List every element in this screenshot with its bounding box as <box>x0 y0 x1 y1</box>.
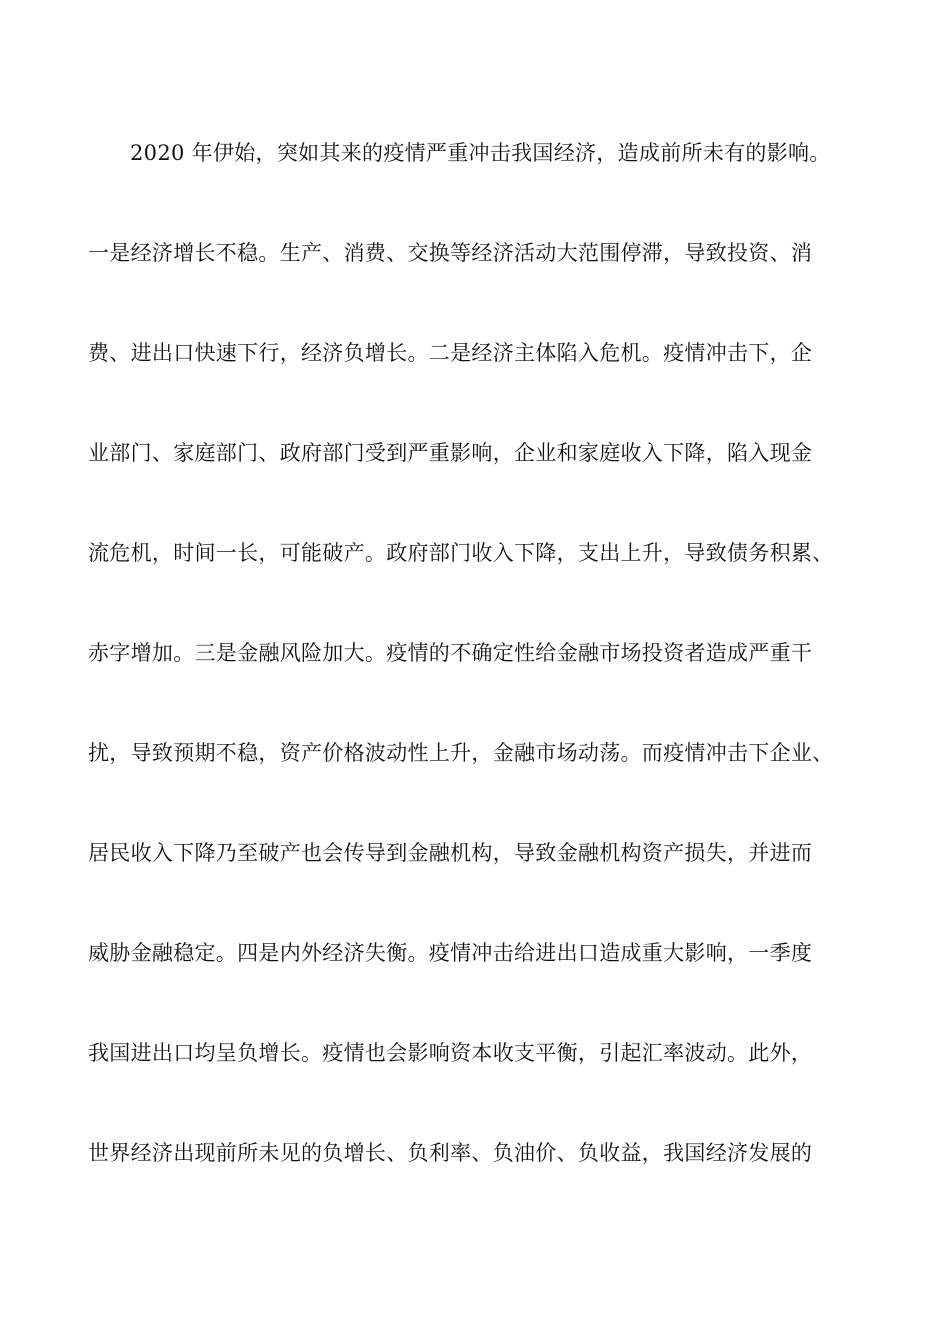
text-line: 2020 年伊始，突如其来的疫情严重冲击我国经济，造成前所未有的影响。 <box>130 141 831 165</box>
text-line: 世界经济出现前所未见的负增长、负利率、负油价、负收益，我国经济发展的 <box>88 1141 813 1165</box>
text-line: 威胁金融稳定。四是内外经济失衡。疫情冲击给进出口造成重大影响，一季度 <box>88 941 813 965</box>
text-line: 业部门、家庭部门、政府部门受到严重影响，企业和家庭收入下降，陷入现金 <box>88 441 813 465</box>
text-line: 一是经济增长不稳。生产、消费、交换等经济活动大范围停滞，导致投资、消 <box>88 241 813 265</box>
text-line: 费、进出口快速下行，经济负增长。二是经济主体陷入危机。疫情冲击下，企 <box>88 341 813 365</box>
text-line: 居民收入下降乃至破产也会传导到金融机构，导致金融机构资产损失，并进而 <box>88 841 813 865</box>
text-line: 流危机，时间一长，可能破产。政府部门收入下降，支出上升，导致债务积累、 <box>88 541 834 565</box>
text-line: 我国进出口均呈负增长。疫情也会影响资本收支平衡，引起汇率波动。此外， <box>88 1041 813 1065</box>
text-line: 扰，导致预期不稳，资产价格波动性上升，金融市场动荡。而疫情冲击下企业、 <box>88 741 834 765</box>
text-line: 赤字增加。三是金融风险加大。疫情的不确定性给金融市场投资者造成严重干 <box>88 641 813 665</box>
body-paragraph <box>88 135 868 1235</box>
